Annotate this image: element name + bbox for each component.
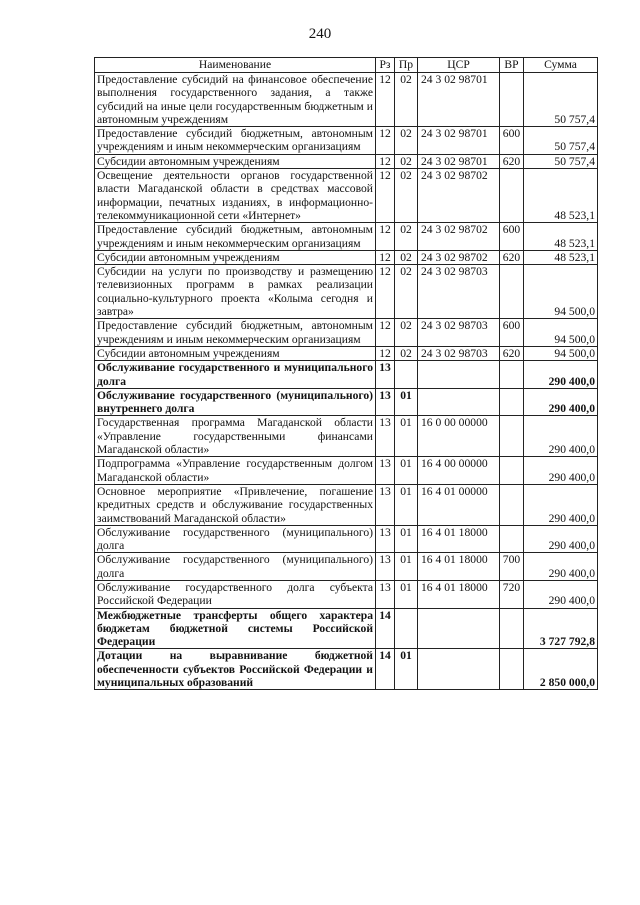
row-sum: 50 757,4 (524, 127, 598, 155)
table-row (95, 73, 598, 127)
row-rz: 13 (376, 484, 395, 525)
row-pr: 01 (395, 388, 418, 416)
page-number: 240 (308, 26, 332, 42)
row-csr: 16 4 01 18000 (418, 525, 500, 553)
row-rz: 12 (376, 154, 395, 168)
row-vr: 600 (500, 319, 524, 347)
row-sum: 290 400,0 (524, 416, 598, 457)
row-sum: 290 400,0 (524, 580, 598, 608)
table-row (95, 346, 598, 360)
table-row (95, 361, 598, 389)
header-sum: Сумма (524, 58, 598, 73)
row-sum: 48 523,1 (524, 250, 598, 264)
row-rz: 12 (376, 265, 395, 319)
row-csr: 16 4 01 00000 (418, 484, 500, 525)
header-csr: ЦСР (418, 58, 500, 73)
row-vr: 620 (500, 346, 524, 360)
table-row (95, 154, 598, 168)
row-rz: 13 (376, 457, 395, 485)
table-row (95, 388, 598, 416)
row-csr: 24 3 02 98702 (418, 250, 500, 264)
row-name: Межбюджетные трансферты общего характера бюджетам бюджетной системы Российской Федерации (95, 608, 376, 649)
row-name: Обслуживание государственного и муниципального долга (95, 361, 376, 389)
row-name: Предоставление субсидий бюджетным, автономным учреждениям и иным некоммерческим организациям (95, 223, 376, 251)
header-name: Наименование (95, 58, 376, 73)
table-row (95, 484, 598, 525)
row-pr: 01 (395, 580, 418, 608)
row-csr: 24 3 02 98701 (418, 154, 500, 168)
table-row (95, 250, 598, 264)
row-pr: 02 (395, 169, 418, 223)
row-rz: 12 (376, 127, 395, 155)
row-pr: 01 (395, 649, 418, 690)
row-vr (500, 73, 524, 127)
row-rz: 12 (376, 346, 395, 360)
row-pr (395, 608, 418, 649)
table-row (95, 127, 598, 155)
row-pr: 02 (395, 127, 418, 155)
row-rz: 13 (376, 580, 395, 608)
row-rz: 13 (376, 525, 395, 553)
row-pr (395, 361, 418, 389)
row-name: Государственная программа Магаданской области «Управление государственными финансами Магаданской области» (95, 416, 376, 457)
row-name: Подпрограмма «Управление государственным долгом Магаданской области» (95, 457, 376, 485)
table-row (95, 457, 598, 485)
table-row (95, 265, 598, 319)
row-vr (500, 416, 524, 457)
row-sum: 50 757,4 (524, 154, 598, 168)
row-name: Предоставление субсидий бюджетным, автономным учреждениям и иным некоммерческим организациям (95, 127, 376, 155)
row-csr: 16 4 01 18000 (418, 553, 500, 581)
row-vr (500, 361, 524, 389)
row-rz: 12 (376, 169, 395, 223)
table-row (95, 649, 598, 690)
row-csr: 24 3 02 98703 (418, 319, 500, 347)
row-vr (500, 649, 524, 690)
row-sum: 48 523,1 (524, 169, 598, 223)
row-rz: 12 (376, 223, 395, 251)
row-csr (418, 361, 500, 389)
row-pr: 02 (395, 223, 418, 251)
row-sum: 3 727 792,8 (524, 608, 598, 649)
table-row (95, 319, 598, 347)
row-vr (500, 484, 524, 525)
table-header (95, 58, 598, 73)
budget-table (94, 57, 598, 690)
row-pr: 01 (395, 525, 418, 553)
row-vr (500, 169, 524, 223)
row-pr: 01 (395, 457, 418, 485)
row-rz: 12 (376, 250, 395, 264)
row-csr: 16 4 00 00000 (418, 457, 500, 485)
row-rz: 12 (376, 73, 395, 127)
row-name: Основное мероприятие «Привлечение, погашение кредитных средств и обслуживание государственных заимствований Магаданской области» (95, 484, 376, 525)
row-vr: 620 (500, 154, 524, 168)
row-csr (418, 388, 500, 416)
row-csr: 16 0 00 00000 (418, 416, 500, 457)
table-row (95, 223, 598, 251)
row-csr: 24 3 02 98701 (418, 73, 500, 127)
row-csr (418, 608, 500, 649)
table-row (95, 608, 598, 649)
row-csr: 16 4 01 18000 (418, 580, 500, 608)
row-sum: 290 400,0 (524, 361, 598, 389)
row-pr: 02 (395, 265, 418, 319)
row-vr (500, 608, 524, 649)
table-row (95, 525, 598, 553)
row-sum: 94 500,0 (524, 265, 598, 319)
row-pr: 02 (395, 346, 418, 360)
row-pr: 02 (395, 250, 418, 264)
row-vr: 600 (500, 127, 524, 155)
row-csr: 24 3 02 98702 (418, 169, 500, 223)
row-rz: 12 (376, 319, 395, 347)
row-name: Субсидии автономным учреждениям (95, 154, 376, 168)
row-name: Обслуживание государственного (муниципального) внутреннего долга (95, 388, 376, 416)
row-pr: 02 (395, 319, 418, 347)
table-row (95, 416, 598, 457)
header-vr: ВР (500, 58, 524, 73)
row-sum: 94 500,0 (524, 346, 598, 360)
table-row (95, 580, 598, 608)
row-name: Субсидии автономным учреждениям (95, 346, 376, 360)
row-rz: 14 (376, 608, 395, 649)
row-name: Дотации на выравнивание бюджетной обеспеченности субъектов Российской Федерации и муниципальных образований (95, 649, 376, 690)
row-sum: 50 757,4 (524, 73, 598, 127)
row-sum: 290 400,0 (524, 484, 598, 525)
row-pr: 02 (395, 154, 418, 168)
row-csr: 24 3 02 98701 (418, 127, 500, 155)
table-row (95, 169, 598, 223)
row-vr: 600 (500, 223, 524, 251)
row-pr: 01 (395, 484, 418, 525)
row-vr (500, 457, 524, 485)
row-name: Обслуживание государственного (муниципального) долга (95, 525, 376, 553)
row-name: Субсидии на услуги по производству и размещению телевизионных программ в рамках реализации социально-культурного проекта «Колыма сегодня и завтра» (95, 265, 376, 319)
row-sum: 94 500,0 (524, 319, 598, 347)
row-vr: 620 (500, 250, 524, 264)
row-vr (500, 388, 524, 416)
row-rz: 13 (376, 416, 395, 457)
row-pr: 02 (395, 73, 418, 127)
row-sum: 290 400,0 (524, 457, 598, 485)
row-sum: 2 850 000,0 (524, 649, 598, 690)
row-name: Освещение деятельности органов государственной власти Магаданской области в средствах массовой информации, печатных изданиях, в информационно-телекоммуникационной сети «Интернет» (95, 169, 376, 223)
row-vr (500, 265, 524, 319)
table-row (95, 553, 598, 581)
row-rz: 13 (376, 361, 395, 389)
row-name: Обслуживание государственного (муниципального) долга (95, 553, 376, 581)
row-vr: 700 (500, 553, 524, 581)
row-pr: 01 (395, 416, 418, 457)
row-sum: 290 400,0 (524, 525, 598, 553)
row-rz: 14 (376, 649, 395, 690)
row-csr: 24 3 02 98702 (418, 223, 500, 251)
row-vr: 720 (500, 580, 524, 608)
row-name: Обслуживание государственного долга субъекта Российской Федерации (95, 580, 376, 608)
row-vr (500, 525, 524, 553)
row-name: Предоставление субсидий на финансовое обеспечение выполнения государственного задания, а также субсидий на иные цели государственным бюджетным и автономным учреждениям (95, 73, 376, 127)
row-sum: 48 523,1 (524, 223, 598, 251)
row-csr: 24 3 02 98703 (418, 265, 500, 319)
row-csr: 24 3 02 98703 (418, 346, 500, 360)
row-rz: 13 (376, 553, 395, 581)
row-pr: 01 (395, 553, 418, 581)
row-name: Субсидии автономным учреждениям (95, 250, 376, 264)
row-sum: 290 400,0 (524, 553, 598, 581)
row-rz: 13 (376, 388, 395, 416)
table-body (95, 73, 598, 690)
row-sum: 290 400,0 (524, 388, 598, 416)
row-csr (418, 649, 500, 690)
row-name: Предоставление субсидий бюджетным, автономным учреждениям и иным некоммерческим организациям (95, 319, 376, 347)
header-pr: Пр (395, 58, 418, 73)
header-rz: Рз (376, 58, 395, 73)
